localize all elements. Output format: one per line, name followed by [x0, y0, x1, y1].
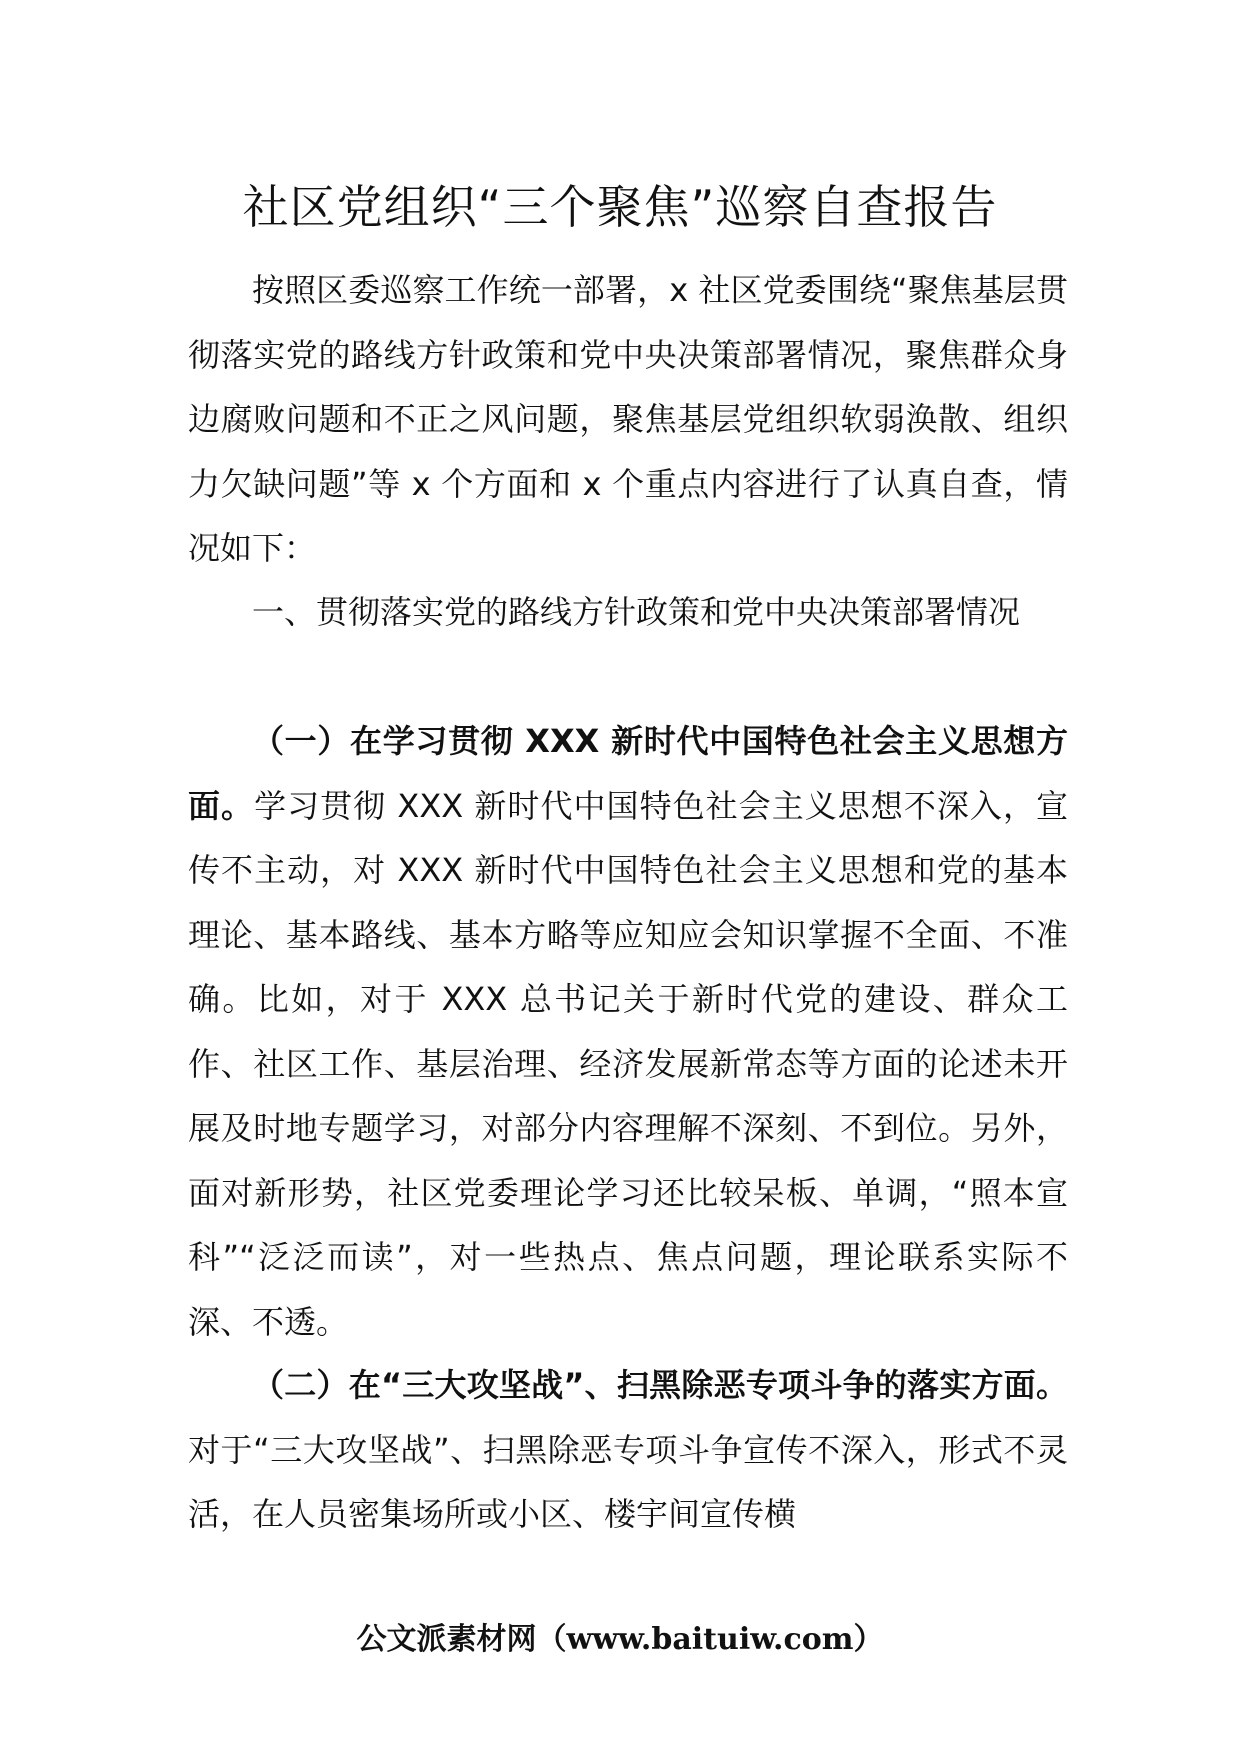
footer-watermark: 公文派素材网（www.baituiw.com）	[356, 1622, 884, 1657]
subsection-2-heading: （二）在“三大攻坚战”、扫黑除恶专项斗争的落实方面。	[252, 1366, 1068, 1404]
subsection-2-paragraph	[188, 1353, 1068, 1547]
subsection-1-paragraph	[188, 709, 1068, 1354]
section-1-heading: 一、贯彻落实党的路线方针政策和党中央决策部署情况	[252, 593, 1021, 631]
subsection-2-body: 对于“三大攻坚战”、扫黑除恶专项斗争宣传不深入，形式不灵活，在人员密集场所或小区、楼宇间宣传横	[188, 1430, 1068, 1533]
subsection-1-body: 学习贯彻 XXX 新时代中国特色社会主义思想不深入，宣传不主动，对 XXX 新时代中国特色社会主义思想和党的基本理论、基本路线、基本方略等应知应会知识掌握不全面、不准确。比如，对于 XXX 总书记关于新时代党的建设、群众工作、社区工作、基层治理、经济发展新常态等方面的论述未开展及时地专题学习，对部分内容理解不深刻、不到位。另外，面对新形势，社区党委理论学习还比较呆板、单调，“照本宣科”“泛泛而读”，对一些热点、焦点问题，理论联系实际不深、不透。	[188, 786, 1068, 1341]
document-title: 社区党组织“三个聚焦”巡察自查报告	[242, 180, 998, 234]
intro-paragraph: 按照区委巡察工作统一部署，x 社区党委围绕“聚焦基层贯彻落实党的路线方针政策和党中央决策部署情况，聚焦群众身边腐败问题和不正之风问题，聚焦基层党组织软弱涣散、组织力欠缺问题”等 x 个方面和 x 个重点内容进行了认真自查，情况如下：	[188, 271, 1068, 567]
subsection-1-heading: （一）在学习贯彻 XXX 新时代中国特色社会主义思想方面。	[188, 722, 1068, 825]
